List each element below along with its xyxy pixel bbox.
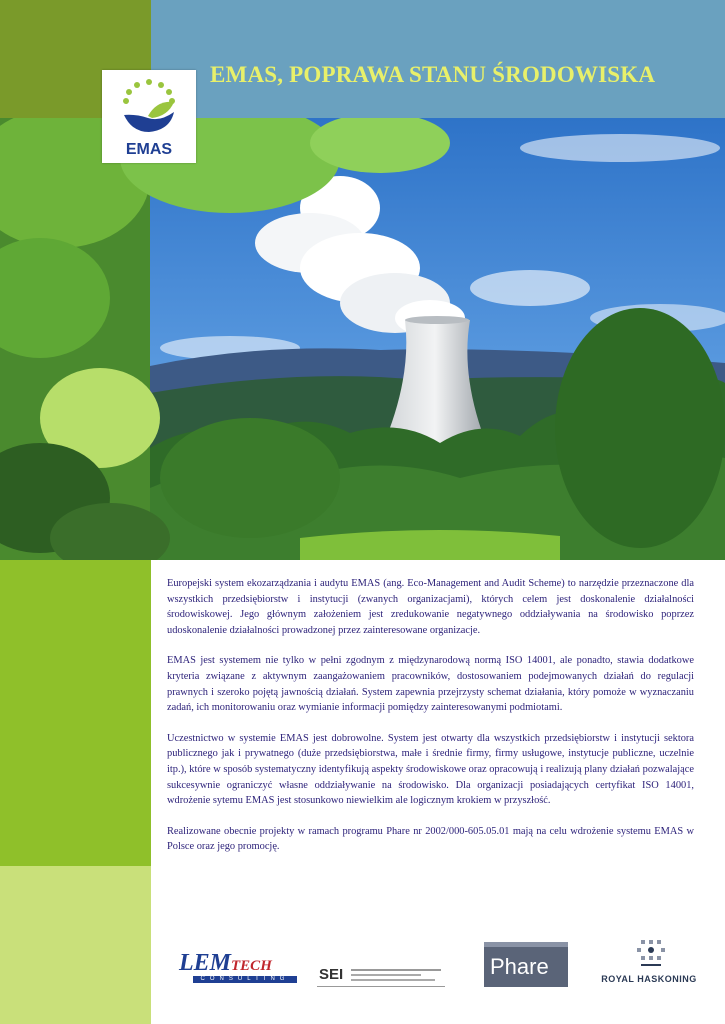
paragraph-2: EMAS jest systemem nie tylko w pełni zgodnym z międzynarodową normą ISO 14001, ale ponadto, stawia dodatkowe kryteria związane z aktywnym zaangażowaniem pracowników, dostosowaniem podejmowanych działań do regulacji prawnych i szeroko pojętą jawnością działań. System zapewnia przejrzysty schemat działania, który pomoże w wyznaczaniu zadań, ich monitorowaniu oraz wymianie informacji pomiędzy zainteresowanymi podmiotami.	[167, 655, 694, 714]
page-title: EMAS, POPRAWA STANU ŚRODOWISKA	[210, 62, 656, 87]
cooling-tower-photo	[0, 118, 725, 560]
sei-logo-line	[351, 979, 435, 981]
lemtech-logo	[179, 950, 297, 984]
emas-logo	[102, 70, 196, 163]
footer-logos	[151, 930, 725, 1000]
lemtech-logo-suffix: TECH	[231, 958, 272, 974]
left-strip-middle	[0, 560, 151, 866]
royal-haskoning-logo-text: ROYAL HASKONING	[601, 974, 697, 984]
sei-logo-line	[351, 974, 421, 976]
paragraph-1: Europejski system ekozarządzania i audytu EMAS (ang. Eco-Management and Audit Scheme) to narzędzie przeznaczone dla wszystkich przedsiębiorstw i instytucji (zwanych organizacjami), których celem jest doskonalenie działalności środowiskowej. Jego głównym założeniem jest zredukowanie negatywnego oddziaływania na środowisko poprzez udoskonalenie działalności prowadzonej przez zainteresowane organizacje.	[167, 578, 694, 636]
body-text	[167, 576, 694, 870]
phare-logo-accent	[484, 942, 568, 947]
sei-logo-line	[351, 969, 441, 971]
emas-leaf-icon	[102, 70, 196, 140]
left-strip-bottom	[0, 866, 151, 1024]
phare-logo	[484, 942, 568, 987]
sei-logo	[317, 964, 445, 987]
royal-haskoning-mark-icon	[591, 938, 707, 968]
header-band	[151, 0, 725, 118]
paragraph-3: Uczestnictwo w systemie EMAS jest dobrowolne. System jest otwarty dla wszystkich przedsiębiorstw i instytucji sektora publicznego jak i prywatnego (duże przedsiębiorstwa, małe i średnie firmy, firmy usługowe, instytucje publiczne, uczelnie itp.), które w sposób systematyczny identyfikują aspekty środowiskowe oraz opracowują i realizują plany działań pozwalające sukcesywnie ograniczyć własne oddziaływanie na środowisko. Dla organizacji posiadających certyfikat ISO 14001, wdrożenie sytemu EMAS jest stosunkowo niewielkim ale logicznym krokiem w przyszłość.	[167, 732, 694, 807]
lemtech-logo-sub: CONSULTING	[193, 976, 297, 983]
sei-logo-text: SEI	[319, 966, 344, 983]
emas-logo-text: EMAS	[125, 141, 173, 158]
paragraph-4: Realizowane obecnie projekty w ramach programu Phare nr 2002/000-605.05.01 mają na celu wdrożenie systemu EMAS w Polsce oraz jego promocję.	[167, 825, 694, 853]
phare-logo-text: Phare	[490, 954, 549, 979]
lemtech-logo-main: LEM	[179, 950, 232, 976]
royal-haskoning-logo	[591, 938, 707, 990]
